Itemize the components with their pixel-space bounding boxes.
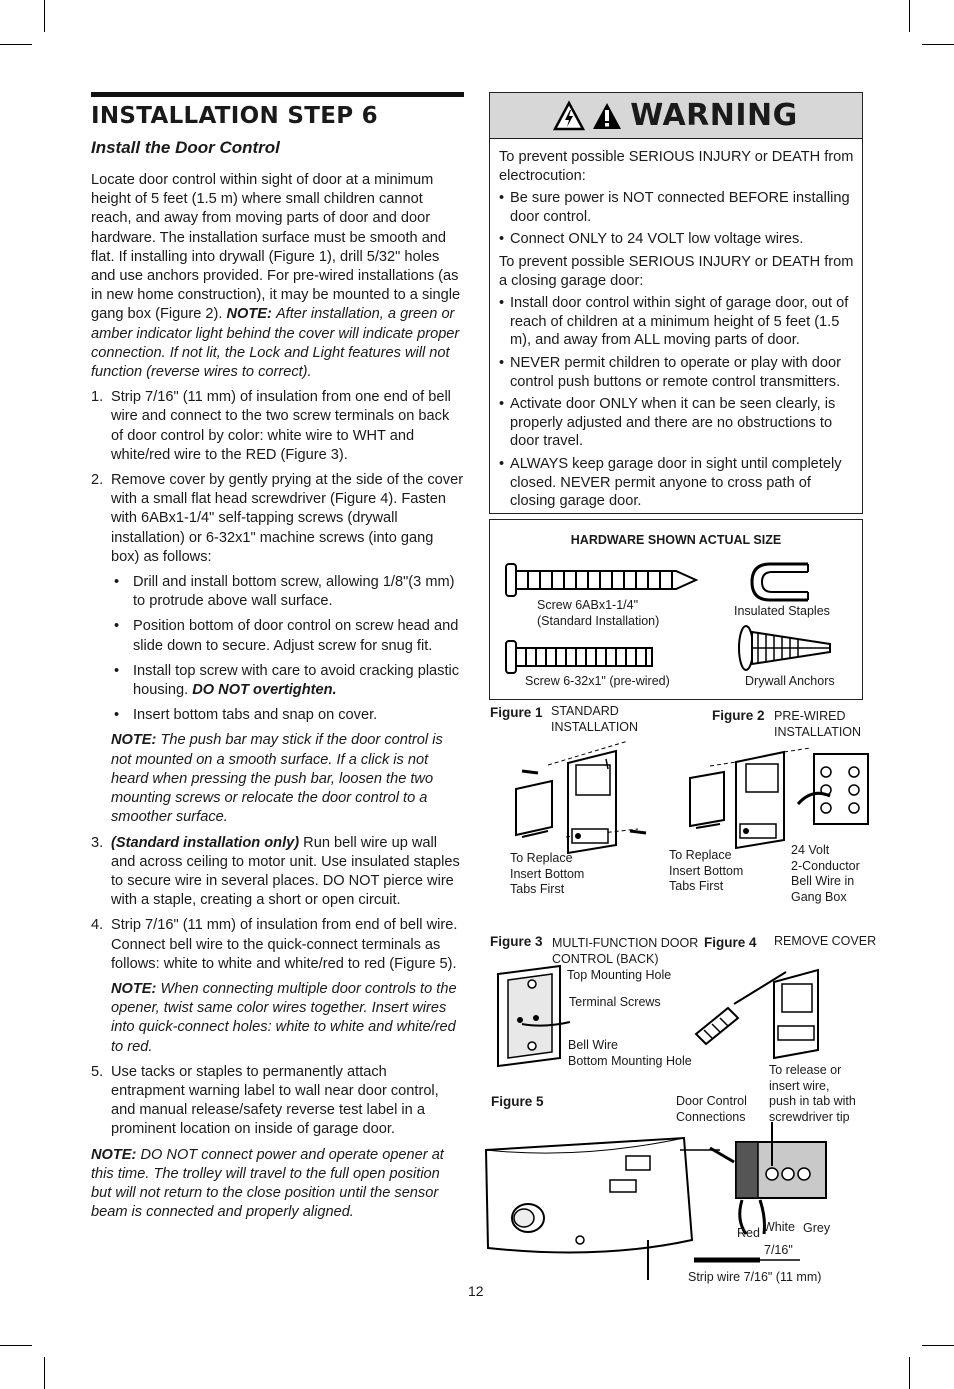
screw1-label: Screw 6ABx1-1/4" (Standard Installation) [537, 598, 660, 628]
top-mounting-hole-label: Top Mounting Hole [567, 968, 672, 982]
intro-note-label: NOTE: [226, 306, 272, 323]
crop-mark [0, 44, 32, 45]
hardware-title: HARDWARE SHOWN ACTUAL SIZE [570, 533, 782, 547]
step-text: Run bell wire up wall and across ceiling to motor unit. Use insulated staples to secure wire in several places. DO NOT pierce wire with a staple, creating a short or open circuit. [111, 834, 460, 909]
step-3 [91, 834, 464, 911]
heading-rule [91, 92, 464, 97]
step-lead: (Standard installation only) [111, 834, 300, 851]
release-instructions-label: To release or insert wire, push in tab with screwdriver tip [769, 1063, 856, 1124]
step-number: 5. [91, 1063, 104, 1080]
warning-header [490, 93, 862, 139]
step-number: 1. [91, 389, 104, 406]
note-label: NOTE: [91, 1146, 137, 1163]
figure-1-caption: STANDARD INSTALLATION [551, 704, 639, 734]
figure-2-wire-label: 24 Volt 2-Conductor Bell Wire in Gang Box [791, 843, 860, 904]
crop-mark [922, 1345, 954, 1346]
warning-bullet: • Activate door ONLY when it can be seen clearly, is properly adjusted and there are no obstructions to door travel. [499, 395, 854, 451]
machine-screw-illustration [506, 640, 656, 674]
instructions-column [91, 92, 464, 1228]
sub-bullet: • Insert bottom tabs and snap on cover. [114, 707, 378, 724]
warning-intro: To prevent possible SERIOUS INJURY or DEATH from electrocution: [499, 149, 854, 184]
intro-paragraph [91, 171, 464, 382]
figure-2-caption: PRE-WIRED INSTALLATION [774, 709, 862, 739]
alert-icon [592, 102, 622, 130]
sub-bullet: • Install top screw with care to avoid cracking plastic housing. DO NOT overtighten. [114, 662, 460, 699]
standard-installation-illustration [508, 745, 658, 855]
warning-bullet: • Connect ONLY to 24 VOLT low voltage wires. [499, 230, 854, 249]
warning-bullet: • Be sure power is NOT connected BEFORE installing door control. [499, 189, 854, 226]
final-note [91, 1146, 464, 1223]
grey-wire-label: Grey [803, 1221, 831, 1235]
warning-title: WARNING [630, 98, 798, 133]
strip-length-label: 7/16" [764, 1243, 793, 1257]
sub-bullet-emphasis: DO NOT overtighten. [192, 682, 337, 699]
staples-label: Insulated Staples [734, 604, 830, 618]
warning-bullet: • ALWAYS keep garage door in sight until completely closed. NEVER permit anyone to cross path of closing garage door. [499, 455, 854, 511]
step-text: Use tacks or staples to permanently attach entrapment warning label to wall near door control, and manual release/safety reverse test label in a prominent location on inside of garage door. [111, 1063, 439, 1138]
figure-1-note: To Replace Insert Bottom Tabs First [510, 851, 585, 897]
note-text: DO NOT connect power and operate opener at this time. The trolley will travel to the full open position but will not return to the close position until the sensor beam is connected and properly aligned. [91, 1146, 444, 1221]
crop-mark [909, 0, 910, 32]
sub-bullet: • Position bottom of door control on screw head and slide down to secure. Adjust screw for snug fit. [114, 618, 459, 654]
screw2-label: Screw 6-32x1" (pre-wired) [525, 674, 670, 688]
electric-hazard-icon [554, 102, 584, 130]
note-label: NOTE: [111, 732, 157, 749]
warning-box [489, 92, 863, 514]
sub-bullet-text: Install top screw with care to avoid cracking plastic housing. [133, 662, 460, 699]
white-wire-label: White [763, 1220, 795, 1234]
sub-bullet-text: Drill and install bottom screw, allowing 1/8"(3 mm) to protrude above wall surface. [133, 574, 455, 610]
insulated-staple-illustration [748, 560, 814, 604]
figure-2-note: To Replace Insert Bottom Tabs First [669, 848, 744, 894]
step-2 [91, 471, 464, 567]
crop-mark [909, 1357, 910, 1389]
figure-1-title: Figure 1 [490, 705, 543, 720]
hardware-box [489, 519, 863, 700]
warning-bullet: • Install door control within sight of garage door, out of reach of children at a minimum height of 5 feet (1.5 m), and away from ALL moving parts of door. [499, 294, 854, 350]
terminal-screws-label: Terminal Screws [569, 995, 661, 1009]
wood-screw-illustration [506, 562, 698, 598]
door-control-back-illustration [496, 966, 576, 1068]
step-4 [91, 916, 464, 974]
sub-bullet-text: Position bottom of door control on screw head and slide down to secure. Adjust screw for snug fit. [133, 618, 459, 654]
door-control-connections-label: Door Control Connections [676, 1094, 747, 1124]
crop-mark [44, 1357, 45, 1389]
sub-bullet-text: Insert bottom tabs and snap on cover. [133, 707, 378, 724]
figure-3-caption: MULTI-FUNCTION DOOR CONTROL (BACK) [552, 936, 699, 966]
crop-mark [922, 44, 954, 45]
step-text: Strip 7/16" (11 mm) of insulation from end of bell wire. Connect bell wire to the quick-connect terminals as follows: white to white and white/red to red (Figure 5). [111, 917, 458, 972]
page-heading: INSTALLATION STEP 6 [91, 103, 378, 129]
step2-note [91, 731, 464, 827]
intro-text: Locate door control within sight of door at a minimum height of 5 feet (1.5 m) where small children cannot reach, and away from moving parts of door and door hardware. The installation surface must be smooth and flat. If installing into drywall (Figure 1), drill 5/32" holes and use anchors provided. For pre-wired installations (as in new home construction), it may be mounted to a single gang box (Figure 2). [91, 172, 461, 323]
strip-wire-label: Strip wire 7/16" (11 mm) [688, 1270, 822, 1284]
note-text: The push bar may stick if the door control is not mounted on a smooth surface. If a click is not heard when pressing the push bar, loosen the two mounting screws or relocate the door control to a smoother surface. [111, 732, 443, 826]
figure-4-caption: REMOVE COVER [774, 934, 877, 948]
note-text: When connecting multiple door controls to the opener, twist same color wires together. Insert wires into quick-connect holes: white to white and white/red to red. [111, 980, 457, 1055]
red-wire-label: Red [737, 1226, 760, 1240]
warning-body [490, 139, 862, 511]
step4-note [91, 980, 464, 1057]
step-number: 2. [91, 472, 104, 489]
note-label: NOTE: [111, 980, 157, 997]
page-subheading: Install the Door Control [91, 138, 280, 157]
figure-4-title: Figure 4 [704, 935, 757, 950]
remove-cover-illustration [694, 962, 834, 1062]
step-number: 3. [91, 834, 104, 851]
warning-intro: To prevent possible SERIOUS INJURY or DEATH from a closing garage door: [499, 253, 854, 289]
crop-mark [44, 0, 45, 32]
step-1 [91, 388, 464, 465]
figure-5-title: Figure 5 [491, 1094, 544, 1109]
step-text: Strip 7/16" (11 mm) of insulation from one end of bell wire and connect to the two screw terminals on back of door control by color: white wire to WHT and white/red wire to the RED (Figure 3). [111, 389, 451, 463]
step-number: 4. [91, 917, 104, 934]
warning-bullet: • NEVER permit children to operate or play with door control push buttons or remote control transmitters. [499, 354, 854, 391]
page-number: 12 [468, 1283, 484, 1299]
step-text: Remove cover by gently prying at the side of the cover with a small flat head screwdriver (Figure 4). Fasten with 6ABx1-1/4" self-tapping screws (drywall installation) or 6-32x1" machine screws (into gang box) as follows: [111, 472, 464, 565]
sub-bullet: • Drill and install bottom screw, allowing 1/8"(3 mm) to protrude above wall surface. [114, 574, 455, 610]
pre-wired-installation-illustration [680, 748, 875, 848]
figure-3-title: Figure 3 [490, 934, 543, 949]
crop-mark [0, 1345, 32, 1346]
intro-note-text: After installation, a green or amber indicator light behind the cover will indicate proper connection. If not lit, the Lock and Light features will not function (reverse wires to correct). [91, 306, 460, 381]
figure-2-title: Figure 2 [712, 708, 765, 723]
bell-wire-label: Bell Wire Bottom Mounting Hole [568, 1038, 692, 1068]
drywall-anchor-illustration [738, 624, 836, 672]
step-5 [91, 1063, 464, 1140]
anchors-label: Drywall Anchors [745, 674, 835, 688]
